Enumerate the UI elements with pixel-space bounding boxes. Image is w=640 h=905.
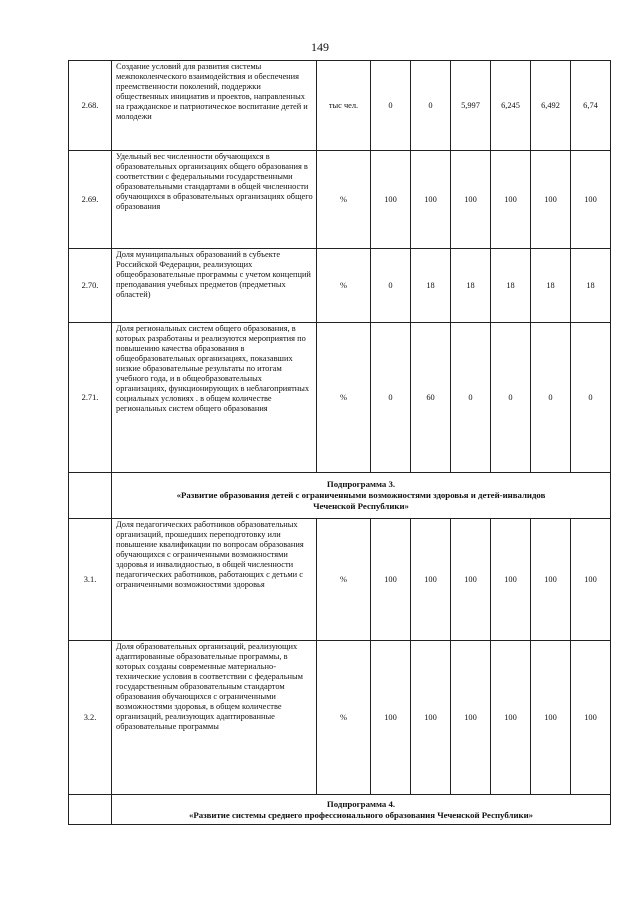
row-number-cell: 2.69. xyxy=(69,151,112,249)
value-cell: 0 xyxy=(411,61,451,151)
value-cell: 100 xyxy=(411,151,451,249)
value-cell: 100 xyxy=(571,641,611,795)
value-cell: 100 xyxy=(371,641,411,795)
subprogram-heading-line: Подпрограмма 4. xyxy=(326,798,396,809)
value-cell: 5,997 xyxy=(451,61,491,151)
value-cell: 100 xyxy=(411,519,451,641)
table-row xyxy=(69,641,611,795)
value-cell: 0 xyxy=(371,323,411,473)
value-cell: 0 xyxy=(491,323,531,473)
row-number-cell: 2.71. xyxy=(69,323,112,473)
subprogram-heading-line: «Развитие образования детей с ограниченными возможностями здоровья и детей-инвалидов xyxy=(176,490,546,500)
value-cell: 6,74 xyxy=(571,61,611,151)
value-cell: 100 xyxy=(491,519,531,641)
value-cell: 100 xyxy=(571,519,611,641)
value-cell: 0 xyxy=(451,323,491,473)
row-number-cell: 2.70. xyxy=(69,249,112,323)
unit-cell: % xyxy=(317,323,371,473)
value-cell: 0 xyxy=(371,61,411,151)
subprogram-heading-line: «Развитие системы среднего профессионального образования Чеченской Республики» xyxy=(188,809,534,820)
value-cell: 100 xyxy=(371,519,411,641)
row-number-cell: 3.1. xyxy=(69,519,112,641)
table-row xyxy=(69,61,611,151)
subprogram-heading-line: Чеченской Республики» xyxy=(313,501,409,511)
indicator-description-cell: Доля образовательных организаций, реализующих адаптированные образовательные программы, в которых созданы современные материально-технические условия в соответствии с федеральным государственным образовательным стандартом образования обучающихся с ограниченными возможностями здоровья, в общем количестве организаций, реализующих адаптированные образовательные программы xyxy=(112,641,317,795)
value-cell: 60 xyxy=(411,323,451,473)
unit-cell: % xyxy=(317,249,371,323)
value-cell: 100 xyxy=(531,641,571,795)
value-cell: 18 xyxy=(491,249,531,323)
table-row xyxy=(69,249,611,323)
value-cell: 100 xyxy=(571,151,611,249)
value-cell: 18 xyxy=(531,249,571,323)
value-cell: 6,492 xyxy=(531,61,571,151)
indicator-description-cell: Удельный вес численности обучающихся в образовательных организациях общего образования в соответствии с федеральными государственными образовательными стандартами в общей численности обучающихся в образовательных организациях общего образования xyxy=(112,151,317,249)
value-cell: 100 xyxy=(451,151,491,249)
value-cell: 0 xyxy=(371,249,411,323)
empty-number-cell xyxy=(69,795,112,825)
page-number: 149 xyxy=(311,40,329,54)
indicator-description-cell: Доля региональных систем общего образования, в которых разработаны и реализуются мероприятия по повышению качества образования в общеобразовательных организациях, показавших низкие образовательные результаты по итогам учебного года, и в общеобразовательных организациях, функционирующих в неблагоприятных социальных условиях . в общем количестве региональных систем общего образования xyxy=(112,323,317,473)
row-number-cell: 2.68. xyxy=(69,61,112,151)
subprogram-heading-row xyxy=(69,473,611,519)
value-cell: 18 xyxy=(571,249,611,323)
value-cell: 100 xyxy=(451,519,491,641)
unit-cell: % xyxy=(317,519,371,641)
value-cell: 18 xyxy=(411,249,451,323)
indicator-description-cell: Доля муниципальных образований в субъекте Российской Федерации, реализующих общеобразовательные программы с учетом концепций преподавания учебных предметов (предметных областей) xyxy=(112,249,317,323)
unit-cell: % xyxy=(317,151,371,249)
value-cell: 6,245 xyxy=(491,61,531,151)
value-cell: 100 xyxy=(411,641,451,795)
indicator-description-cell: Доля педагогических работников образовательных организаций, прошедших переподготовку или повышение квалификации по вопросам образования обучающихся с ограниченными возможностями здоровья и инвалидностью, в общей численности педагогических работников, работающих с детьми с ограниченными возможностями здоровья xyxy=(112,519,317,641)
subprogram-heading-row xyxy=(69,795,611,825)
indicators-table xyxy=(68,60,611,825)
table-row xyxy=(69,151,611,249)
empty-number-cell xyxy=(69,473,112,519)
subprogram-heading xyxy=(112,473,611,519)
row-number-cell: 3.2. xyxy=(69,641,112,795)
value-cell: 0 xyxy=(571,323,611,473)
unit-cell: тыс чел. xyxy=(317,61,371,151)
unit-cell: % xyxy=(317,641,371,795)
value-cell: 18 xyxy=(451,249,491,323)
value-cell: 100 xyxy=(491,641,531,795)
value-cell: 0 xyxy=(531,323,571,473)
subprogram-heading xyxy=(112,795,611,825)
value-cell: 100 xyxy=(531,519,571,641)
value-cell: 100 xyxy=(371,151,411,249)
value-cell: 100 xyxy=(491,151,531,249)
table-row xyxy=(69,519,611,641)
value-cell: 100 xyxy=(451,641,491,795)
value-cell: 100 xyxy=(531,151,571,249)
indicator-description-cell: Создание условий для развития системы межпоколенческого взаимодействия и обеспечения преемственности поколений, поддержки общественных инициатив и проектов, направленных на гражданское и патриотическое воспитание детей и молодежи xyxy=(112,61,317,151)
table-row xyxy=(69,323,611,473)
subprogram-heading-line: Подпрограмма 3. xyxy=(326,479,396,489)
